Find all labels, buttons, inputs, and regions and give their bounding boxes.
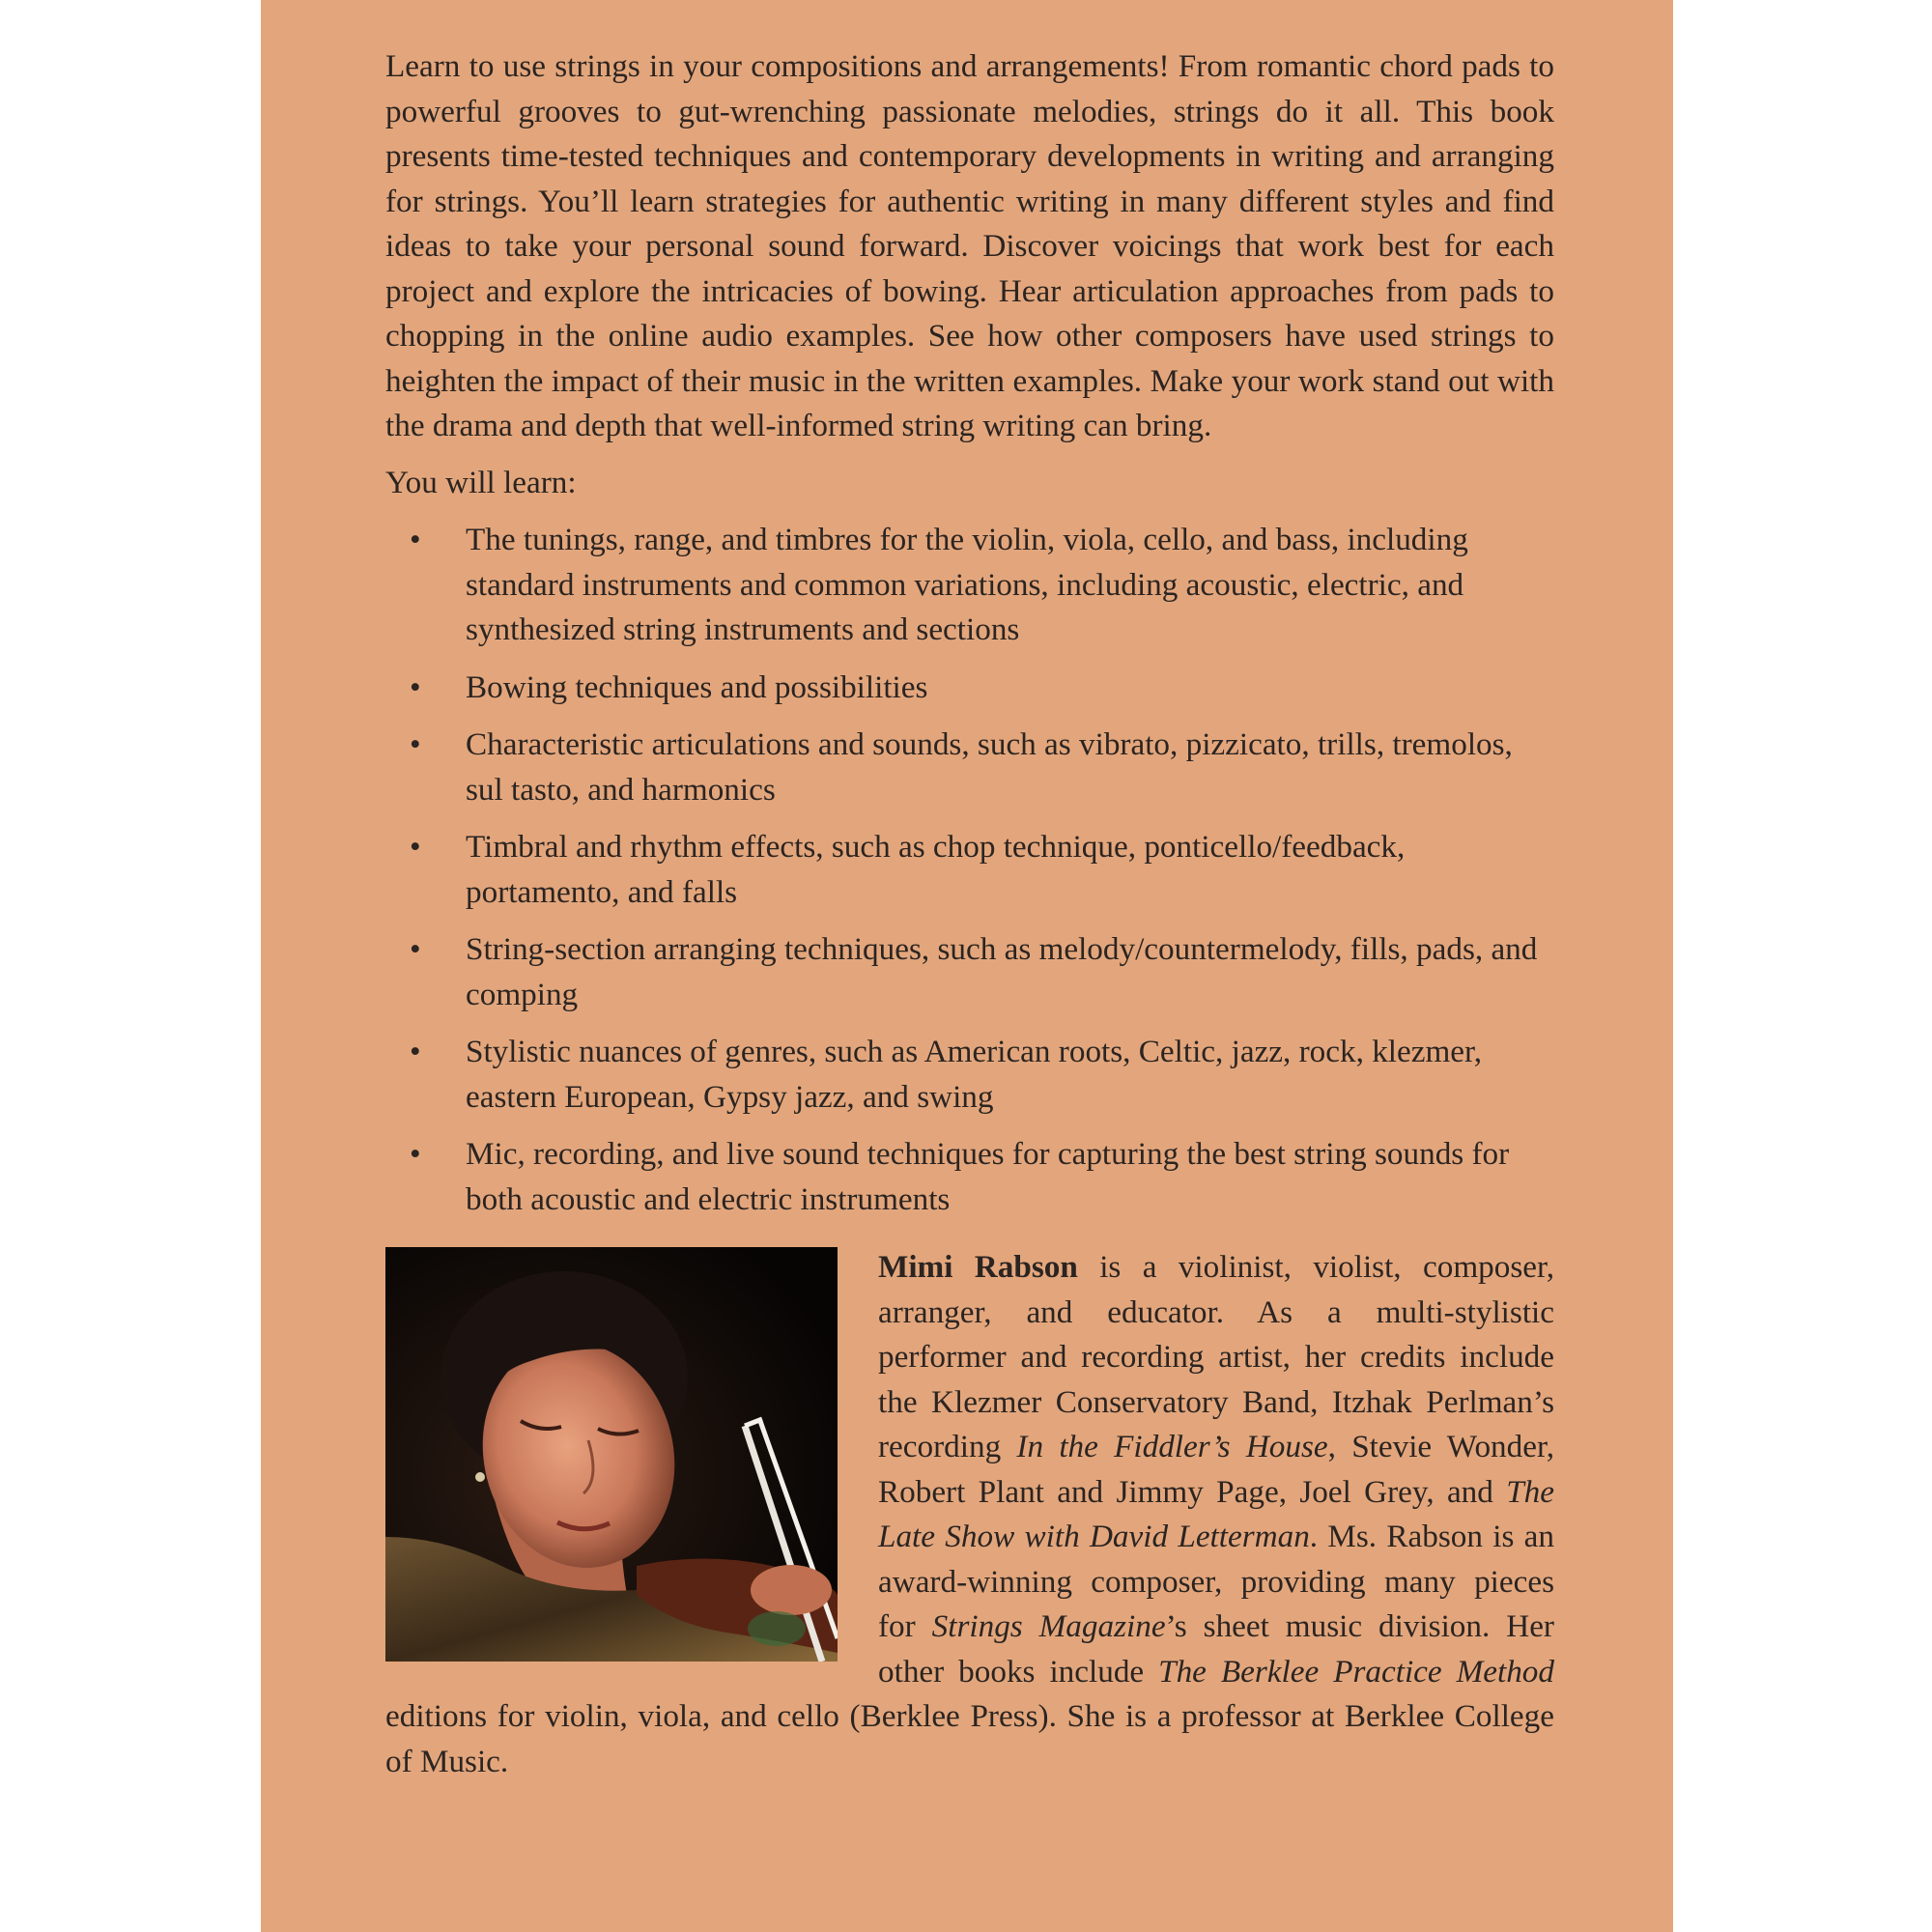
intro-paragraph: Learn to use strings in your compositions and arrangements! From romantic chord pads to powerful grooves to gut-wrenching passionate melodies, strings do it all. This book presents time-tested techniques and contemporary developments in writing and arranging for strings. You’ll learn strategies for authentic writing in many different styles and find ideas to take your personal sound forward. Discover voicings that work best for each project and explore the intricacies of bowing. Hear articulation approaches from pads to chopping in the online audio examples. See how other composers have used strings to heighten the impact of their music in the written examples. Make your work stand out with the drama and depth that well-informed string writing can bring. (385, 48, 1554, 443)
author-photo (385, 1247, 838, 1662)
bullet-icon: • (410, 931, 421, 967)
list-item (385, 1030, 1548, 1120)
bio-text-2: , Stevie Wonder, Robert Plant and Jimmy Page, Joel Grey, and (878, 1429, 1554, 1510)
bio-text-5: editions for violin, viola, and cello (Berklee Press). She is a professor at Berklee College of Music. (385, 1698, 1554, 1779)
learn-heading: You will learn: (385, 464, 577, 500)
bio-text-1: is a violinist, violist, composer, arranger, and educator. As a multi-stylistic performer and recording artist, her credits include the Klezmer Conservatory Band, Itzhak Perlman’s recording (878, 1249, 1554, 1464)
list-item (385, 518, 1548, 653)
author-photo-illustration (385, 1247, 838, 1662)
list-item-text: Mic, recording, and live sound techniques for capturing the best string sounds for both acoustic and electric instruments (466, 1136, 1510, 1217)
bio-text-4: ’s sheet music division. Her other books include (878, 1608, 1554, 1690)
bullet-icon: • (410, 829, 421, 865)
author-name: Mimi Rabson (878, 1249, 1078, 1285)
bio-title-2: The Late Show with David Letterman (878, 1473, 1554, 1554)
list-item-text: Stylistic nuances of genres, such as American roots, Celtic, jazz, rock, klezmer, eastern European, Gypsy jazz, and swing (466, 1034, 1483, 1115)
cover-text (385, 44, 1554, 1784)
list-item-text: String-section arranging techniques, such as melody/countermelody, fills, pads, and comping (466, 931, 1538, 1012)
bullet-icon: • (410, 668, 421, 705)
bullet-icon: • (410, 522, 421, 557)
learn-list (385, 518, 1554, 1222)
list-item (385, 1132, 1548, 1222)
author-bio (385, 1245, 1554, 1784)
bio-title-1: In the Fiddler’s House (1016, 1429, 1328, 1464)
book-back-cover (261, 0, 1673, 1932)
list-item-text: Timbral and rhythm effects, such as chop technique, ponticello/feedback, portamento, and falls (466, 829, 1406, 910)
list-item (385, 666, 1548, 711)
bullet-icon: • (410, 1034, 421, 1069)
list-item (385, 723, 1548, 812)
list-item-text: Bowing techniques and possibilities (466, 668, 928, 705)
list-item (385, 825, 1548, 915)
list-item-text: Characteristic articulations and sounds, such as vibrato, pizzicato, trills, tremolos, sul tasto, and harmonics (466, 726, 1513, 808)
bullet-icon: • (410, 726, 421, 762)
list-item (385, 927, 1548, 1017)
bio-title-3: Strings Magazine (931, 1608, 1166, 1644)
bio-text-3: . Ms. Rabson is an award-winning composer, providing many pieces for (878, 1519, 1555, 1644)
bullet-icon: • (410, 1136, 421, 1172)
bio-title-4: The Berklee Practice Method (1158, 1653, 1554, 1690)
list-item-text: The tunings, range, and timbres for the violin, viola, cello, and bass, including standard instruments and common variations, including acoustic, electric, and synthesized string instruments and sections (466, 522, 1468, 647)
